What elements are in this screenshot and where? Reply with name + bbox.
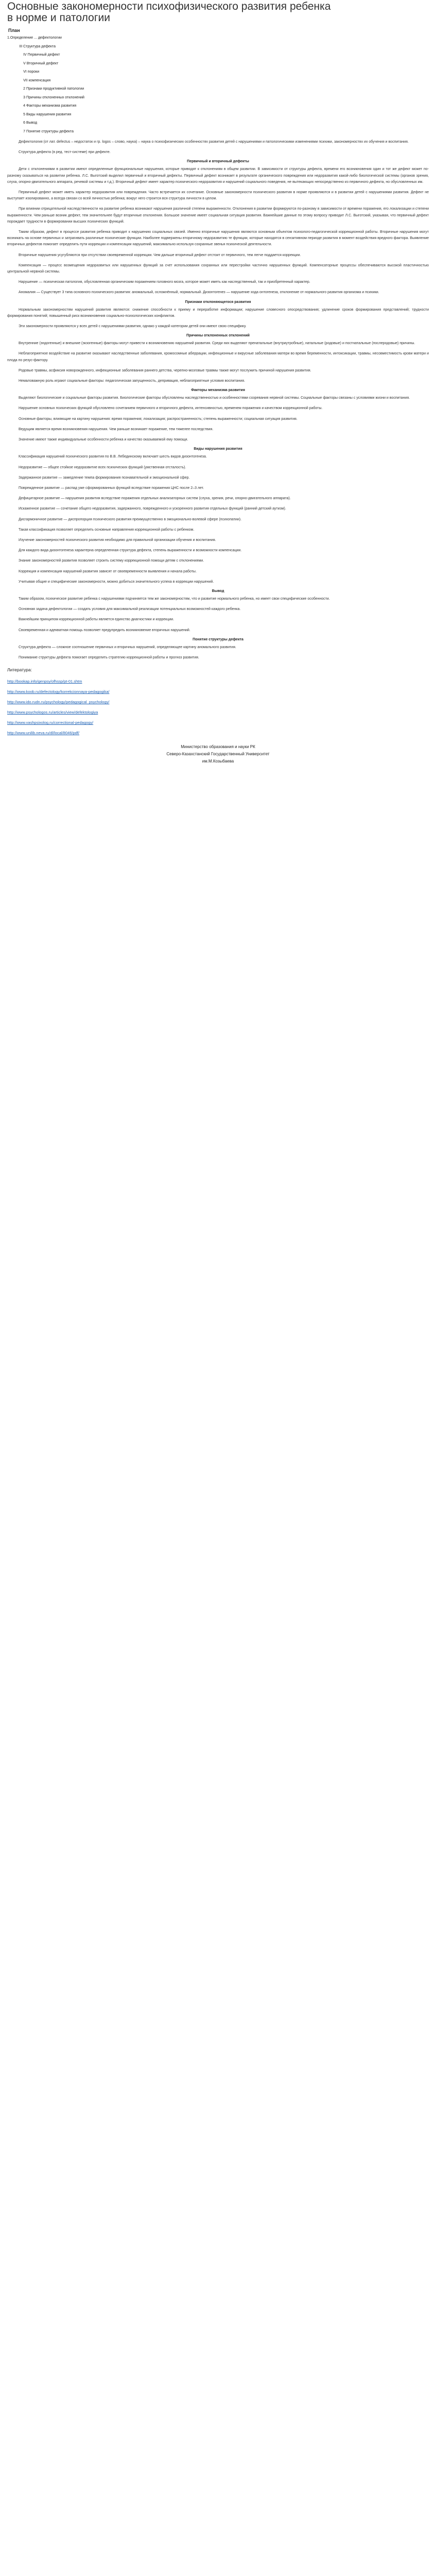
literature-link[interactable]: http://bookap.info/genpsy/ofhssp/pt-01.shtm	[7, 679, 82, 684]
section-heading: Первичный и вторичный дефекты	[187, 160, 249, 164]
paragraph: Вторичные нарушения усугубляются при отсутствии своевременной коррекции. Чем дальше вторичный дефект отстоит от первичного, тем легче поддается коррекции.	[19, 253, 301, 257]
literature-item	[7, 707, 429, 718]
title-line-2: в норме и патологии	[7, 12, 110, 24]
plan-list	[7, 34, 429, 136]
paragraph: Таким образом, психическое развитие ребенка с нарушениями подчиняется тем же закономерностям, что и развитие нормального ребенка, но имеет свои специфические особенности.	[19, 597, 330, 601]
literature-link[interactable]: http://www.psychologos.ru/articles/view/defektologiya	[7, 710, 98, 715]
paragraph: Важнейшим принципом коррекционной работы является единство диагностики и коррекции.	[19, 618, 174, 622]
plan-item: 2 Признаки продуктивной патологии	[7, 87, 84, 91]
paragraph: Первичный дефект может иметь характер недоразвития или повреждения. Часто встречается их сочетание. Основные закономерности психического развития в норме проявляются и в развитии детей с нарушениями развития. Дефект не выступает изолированно, а всегда связан со всей личностью ребенка; вокруг него строится вся структура личности в целом.	[7, 191, 429, 201]
paragraph: Нарушение основных психических функций обусловлено сочетанием первичного и вторичного дефекта, интенсивностью, временем поражения и качеством коррекционной работы.	[19, 406, 323, 411]
paragraph: Задержанное развитие — замедление темпа формирования познавательной и эмоциональной сфер.	[19, 476, 190, 480]
literature-label: Литература:	[7, 667, 32, 673]
plan-item: 4 Факторы механизма развития	[7, 104, 77, 108]
paragraph: Для каждого вида дизонтогенеза характерна определенная структура дефекта, степень выраженности и возможности компенсации.	[19, 549, 242, 553]
paragraph: Дефицитарное развитие — нарушения развития вследствие поражения отдельных анализаторных систем (слуха, зрения, речи, опорно-двигательного аппарата).	[19, 497, 291, 501]
plan-item: 3 Причины отклоненных отклонений	[7, 95, 84, 99]
literature-item	[7, 728, 429, 738]
section-heading: Факторы механизма развития	[191, 388, 245, 393]
paragraph: Своевременная и адекватная помощь позволяет предупредить возникновение вторичных нарушений.	[19, 628, 190, 632]
paragraph: Выделяют биологические и социальные факторы развития. Биологические факторы обусловлены наследственностью и особенностями созревания нервной системы. Социальные факторы связаны с условиями жизни и воспитания.	[19, 396, 410, 400]
paragraph: Структура дефекта — сложное соотношение первичных и вторичных нарушений, определяющее картину аномального развития.	[19, 645, 236, 649]
literature-link[interactable]: http://www.ido.rudn.ru/psychology/pedagogical_psychology/	[7, 700, 110, 705]
paragraph: При влиянии отрицательной наследственности на развитие ребенка возникают нарушения различной степени выраженности. Отклонения в развитии формируются по-разному в зависимости от времени поражения, его локализации и степени выраженности. Чем раньше возник дефект, тем значительнее будут вторичные отклонения. Большое значение имеет социальная ситуация развития. Важнейшие данные по этому вопросу приводит Л.С. Выготский, указывая, что первичный дефект порождает трудности в формировании высших психических функций.	[7, 207, 429, 224]
paragraph: Понимание структуры дефекта помогает определить стратегию коррекционной работы и прогноз развития.	[19, 655, 199, 659]
paragraph: Дисгармоничное развитие — диспропорция психического развития преимущественно в эмоционально-волевой сфере (психопатии).	[19, 517, 242, 521]
section-heading: Признаки отклоняющегося развития	[185, 300, 251, 304]
paragraph: Эти закономерности проявляются у всех детей с нарушениями развития, однако у каждой категории детей они имеют свою специфику.	[19, 325, 247, 329]
paragraph: Значение имеют также индивидуальные особенности ребенка и качество оказываемой ему помощи.	[19, 438, 188, 442]
paragraph: Недоразвитие — общее стойкое недоразвитие всех психических функций (умственная отсталость).	[19, 465, 186, 469]
plan-item: 1.Определение ... дефектологии	[7, 36, 62, 40]
paragraph: Нарушение — психическая патология, обусловленная органическим поражением головного мозга, которое может иметь как наследственный, так и приобретенный характер.	[19, 280, 310, 284]
plan-item: 7 Понятие структуры дефекта	[7, 129, 74, 133]
paragraph: Дефектология (от лат. defectus – недостаток и гр. logos – слово, наука) – наука о психофизических особенностях развития детей с нарушениями и патологическими изменениями психики, закономерностях их обучения и воспитания.	[19, 140, 409, 144]
section-heading: Виды нарушения развития	[194, 447, 242, 451]
paragraph: Неблагоприятное воздействие на развитие оказывают наследственные заболевания, хромосомные аберрации, инфекционные и вирусные заболевания матери во время беременности, интоксикации, травмы, несовместимость крови матери и плода по резус-фактору.	[7, 352, 429, 362]
literature-item	[7, 718, 429, 728]
literature-item	[7, 697, 429, 707]
document-title	[7, 1, 429, 24]
section-heading: Понятие структуры дефекта	[193, 637, 243, 641]
plan-item: 5 Виды нарушения развития	[7, 112, 72, 116]
paragraph: Классификация нарушений психического развития по В.В. Лебединскому включает шесть видов дизонтогенеза.	[19, 455, 207, 459]
paragraph: Нормальным закономерностям нарушений развития являются: снижение способности к приему и переработке информации; нарушение словесного опосредствования; удлинение сроков формирования представлений; трудности формирования понятий; повышенный риск возникновения социально-психологических конфликтов.	[7, 308, 429, 318]
literature-link[interactable]: http://www.koob.ru/defectology/korrekcionnaya-pedagogika/	[7, 689, 110, 694]
plan-item: VI пороки	[7, 70, 40, 74]
plan-item: VII компенсация	[7, 78, 51, 82]
university-named-after: им.М.Козыбаева	[202, 759, 234, 764]
plan-item: V Вторичный дефект	[7, 61, 59, 65]
document-page	[0, 1, 436, 765]
literature-link[interactable]: http://www.unilib.neva.ru/dl/local/8046/pdf/	[7, 731, 80, 736]
title-line-1: Основные закономерности психофизического развития ребенка	[7, 1, 331, 12]
paragraph: Родовые травмы, асфиксия новорожденного, инфекционные заболевания раннего детства, черепно-мозговые травмы также могут послужить причиной нарушения развития.	[19, 368, 311, 372]
literature-item	[7, 687, 429, 697]
paragraph: Структура дефекта (в ред. тест-системе) при дефекте.	[19, 150, 111, 155]
paragraph: Таким образом, дефект в процессе развития ребенка приводит к нарушению социальных связей. Именно вторичные нарушения являются основным объектом психолого-педагогической коррекционной работы. Вторичные нарушения могут возникать на основе первичных и затрагивать различные психические функции. Наиболее подвержены вторичному недоразвитию те функции, которые находятся в сензитивном периоде развития в момент воздействия вредного фактора. Выявление вторичных дефектов помогает определить пути коррекции и компенсации нарушений, максимально используя сохранные звенья психической деятельности.	[7, 230, 429, 247]
paragraph: Коррекция и компенсация нарушений развития зависят от своевременности выявления и начала работы.	[19, 569, 197, 573]
plan-label: План	[8, 28, 20, 33]
paragraph: Такая классификация позволяет определить основные направления коррекционной работы с ребенком.	[19, 528, 195, 532]
paragraph: Знание закономерностей развития позволяет строить систему коррекционной помощи детям с отклонениями.	[19, 559, 204, 563]
plan-item: IV Первичный дефект	[7, 53, 60, 57]
section-heading: Вывод	[212, 589, 224, 593]
paragraph: Поврежденное развитие — распад уже сформированных функций вследствие поражения ЦНС после 2–3 лет.	[19, 486, 204, 490]
paragraph: Изучение закономерностей психического развития необходимо для правильной организации обучения и воспитания.	[19, 538, 216, 542]
university-name: Северо-Казахстанский Государственный Университет	[166, 752, 270, 757]
paragraph: Внутренние (эндогенные) и внешние (экзогенные) факторы могут привести к возникновению нарушений развития. Среди них выделяют пренатальные (внутриутробные), натальные (родовые) и постнатальные (послеродовые) причины.	[19, 342, 415, 346]
paragraph: Основная задача дефектологии — создать условия для максимальной реализации потенциальных возможностей каждого ребенка.	[19, 607, 241, 612]
paragraph: Искаженное развитие — сочетание общего недоразвития, задержанного, поврежденного и ускоренного развития отдельных функций (ранний детский аутизм).	[19, 507, 286, 511]
paragraph: Компенсация — процесс возмещения недоразвитых или нарушенных функций за счет использования сохранных или перестройки частично нарушенных функций. Компенсаторные процессы обеспечиваются высокой пластичностью центральной нервной системы.	[7, 263, 429, 274]
paragraph: Немаловажную роль играют социальные факторы: педагогическая запущенность, депривация, неблагоприятные условия воспитания.	[19, 379, 245, 383]
paragraph: Учитывая общие и специфические закономерности, можно добиться значительного успеха в коррекции нарушений.	[19, 580, 214, 584]
section-heading: Причины отклоненных отклонений	[186, 334, 250, 338]
plan-item: III Структура дефекта	[7, 44, 56, 48]
literature-item	[7, 676, 429, 687]
paragraph: Дети с отклонениями в развитии имеют определенные функциональные нарушения, которые приводят к отклонениям в общем развитии. В зависимости от структуры дефекта, времени его возникновения один и тот же дефект может по-разному сказываться на развитии ребенка. Л.С. Выготский выделил первичный и вторичный дефекты. Первичный дефект возникает в результате органического повреждения или недоразвития какой-либо биологической системы (органов зрения, слуха, опорно-двигательного аппарата, речевой системы и т.д.). Вторичный дефект имеет характер психического недоразвития и нарушений социального поведения, не вытекающих непосредственно из первичного дефекта, но обусловленных им.	[7, 167, 429, 184]
paragraph: Аномалия — Существует 3 типа основного психического развития: аномальный, осложнённый, нормальный. Дизонтогенез — нарушение хода онтогенеза, отклонение от нормального развития организма и психики.	[19, 291, 379, 295]
ministry-name: Министерство образования и науки РК	[181, 744, 255, 750]
literature-link[interactable]: http://www.vashpsixolog.ru/correctional-pedagogy/	[7, 720, 94, 725]
paragraph: Основные факторы, влияющие на картину нарушения: время поражения; локализация; распространенность; степень выраженности; социальная ситуация развития.	[19, 417, 298, 421]
plan-item: 6 Вывод	[7, 121, 38, 125]
paragraph: Ведущим является время возникновения нарушения. Чем раньше возникает поражение, тем тяжелее последствия.	[19, 427, 214, 431]
